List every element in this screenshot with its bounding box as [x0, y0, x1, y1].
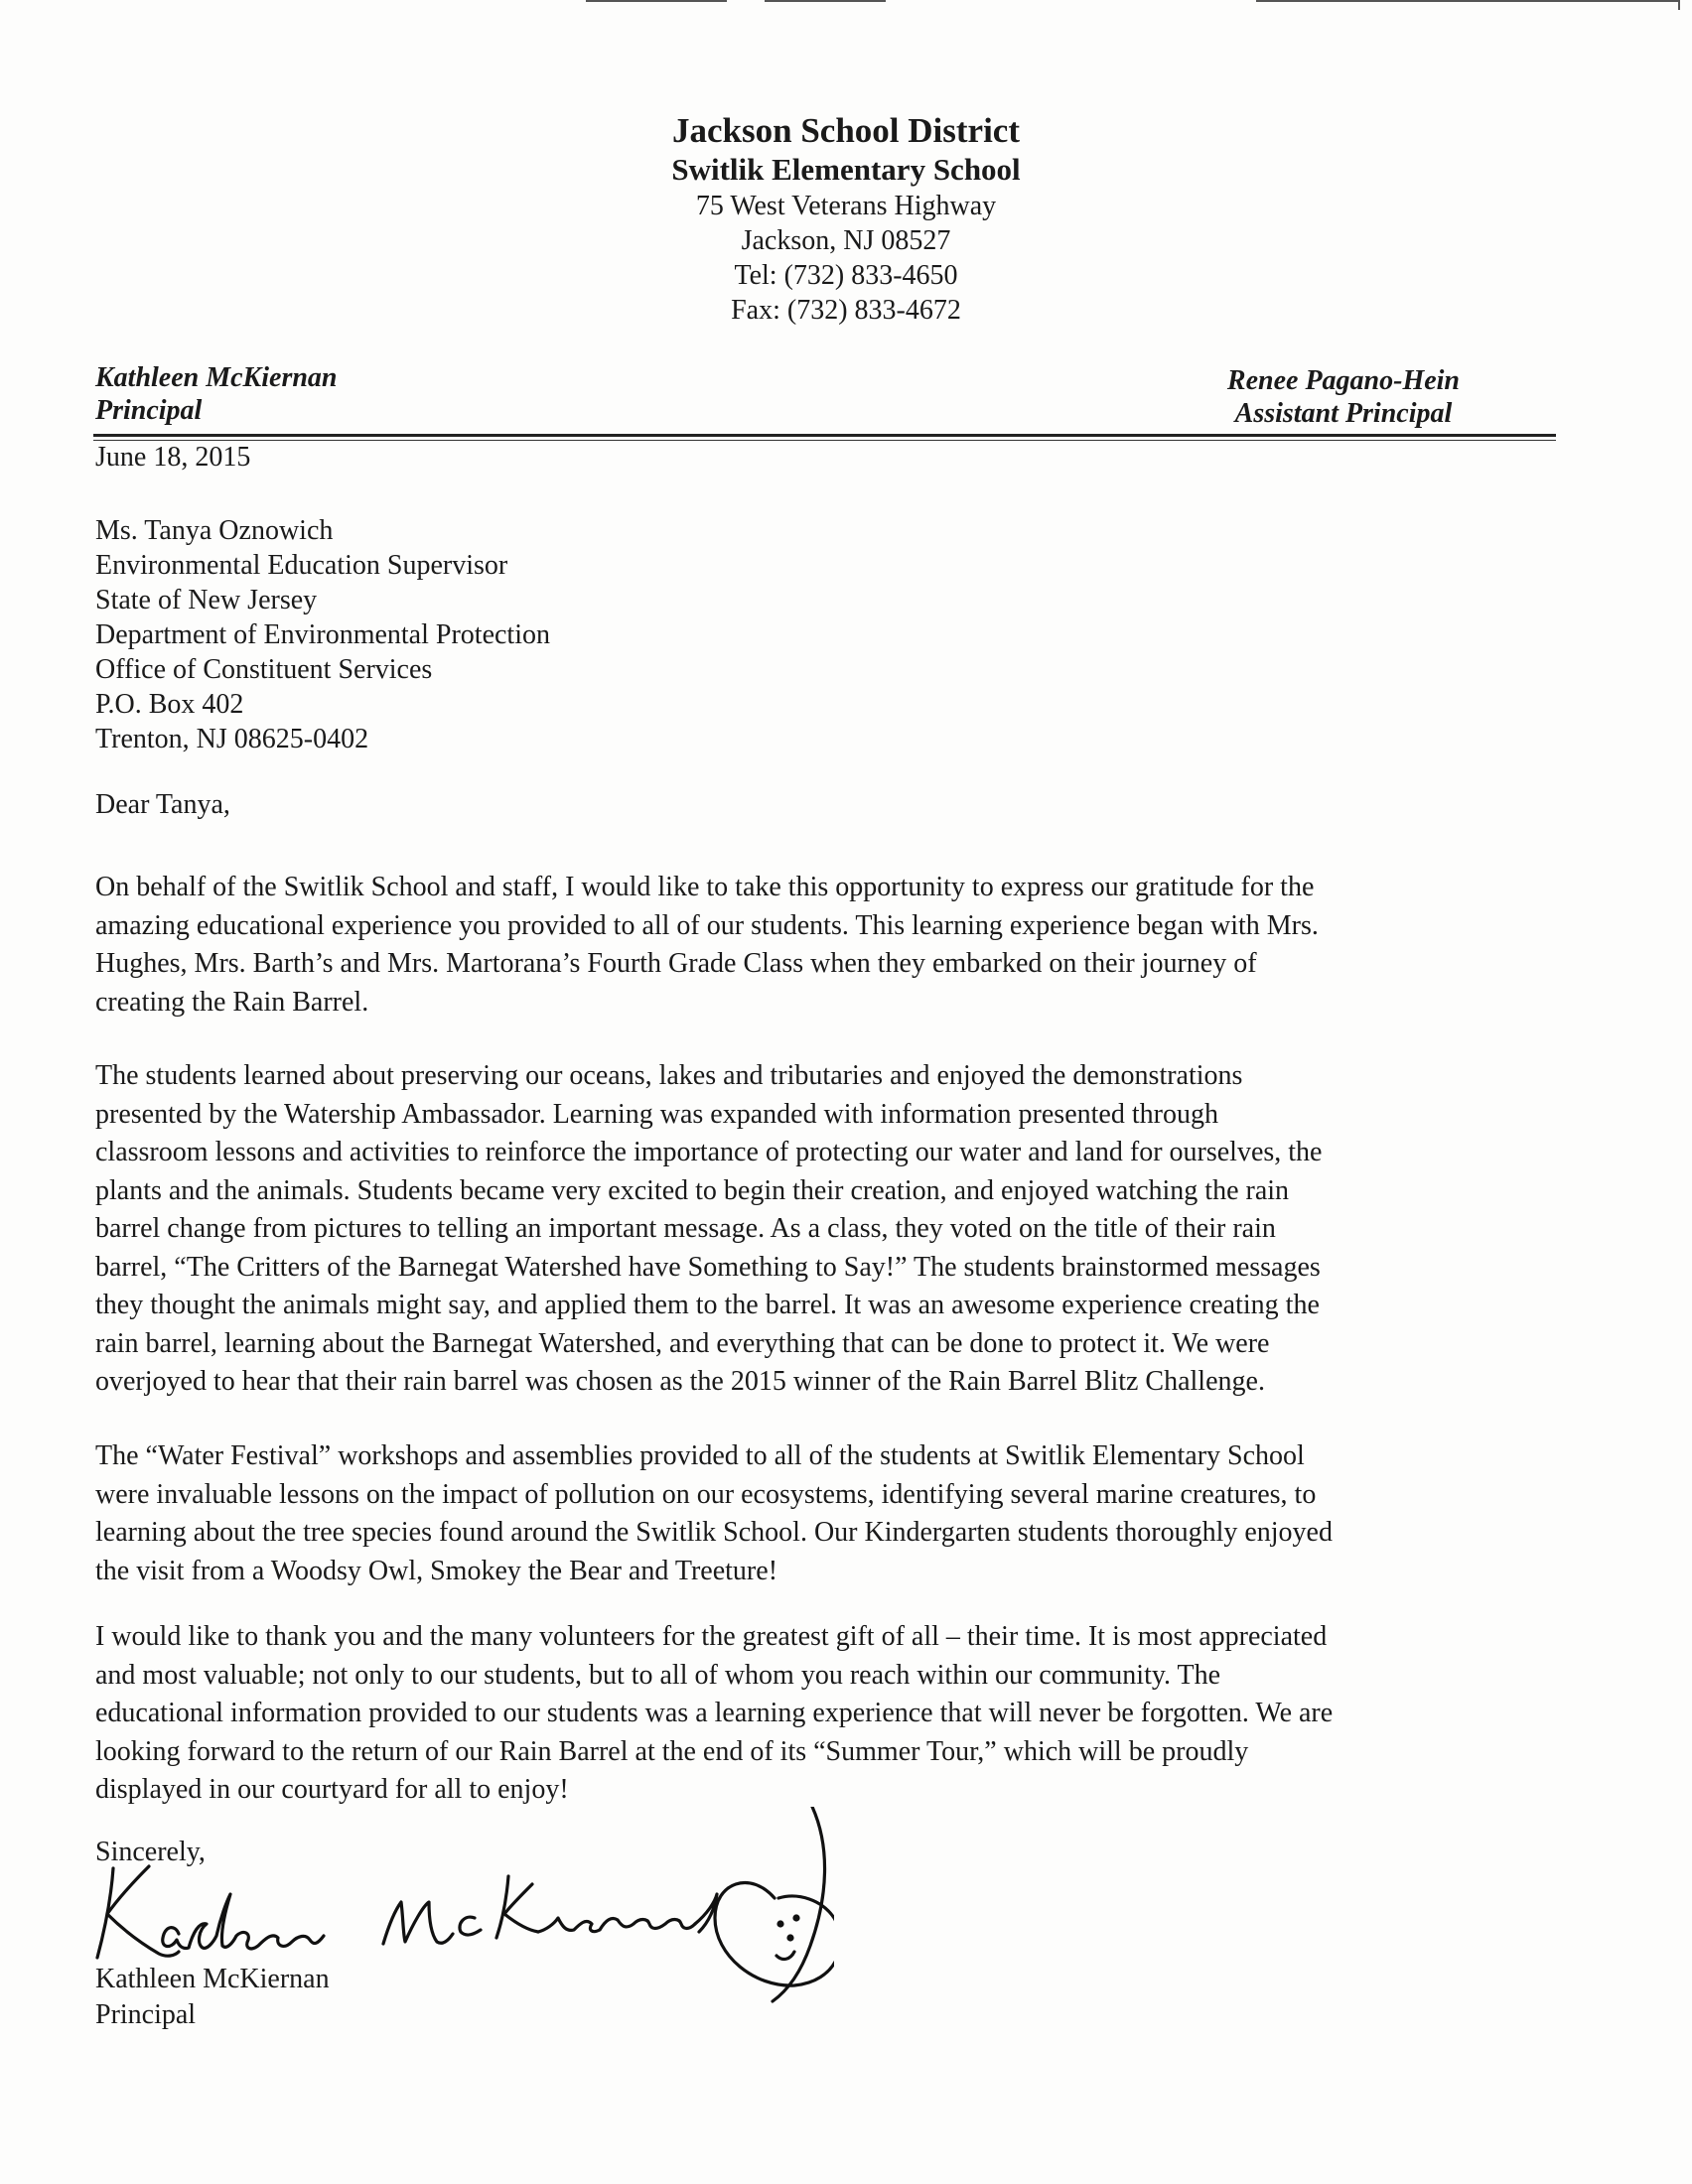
letterhead	[0, 111, 1692, 328]
paragraph-line: I would like to thank you and the many volunteers for the greatest gift of all – their time. It is most appreciated	[95, 1621, 1328, 1652]
salutation: Dear Tanya,	[95, 789, 230, 820]
body-paragraph	[95, 869, 1605, 1022]
recipient-line: State of New Jersey	[95, 585, 318, 615]
recipient-line: Environmental Education Supervisor	[95, 550, 508, 581]
recipient-line: Department of Environmental Protection	[95, 619, 550, 650]
scan-artifact-line	[586, 0, 727, 2]
principal-heading	[95, 361, 337, 427]
body-paragraph	[95, 1618, 1605, 1810]
recipient-line: Office of Constituent Services	[95, 654, 433, 685]
telephone: Tel: (732) 833-4650	[734, 260, 958, 291]
paragraph-line: plants and the animals. Students became very excited to begin their creation, and enjoyed watching the rain	[95, 1174, 1290, 1206]
paragraph-line: learning about the tree species found around the Switlik School. Our Kindergarten students thoroughly enjoyed	[95, 1517, 1333, 1548]
paragraph-line: and most valuable; not only to our students, but to all of whom you reach within our community. The	[95, 1659, 1221, 1691]
recipient-line: Trenton, NJ 08625-0402	[95, 724, 369, 754]
paragraph-line: they thought the animals might say, and applied them to the barrel. It was an awesome experience creating the	[95, 1290, 1320, 1320]
body-paragraph	[95, 1057, 1605, 1402]
fax: Fax: (732) 833-4672	[731, 295, 961, 326]
paragraph-line: amazing educational experience you provided to all of our students. This learning experience began with Mrs.	[95, 909, 1319, 941]
school-name: Switlik Elementary School	[671, 152, 1021, 187]
body-paragraph	[95, 1437, 1605, 1590]
scan-artifact-line	[1678, 0, 1680, 10]
recipient-line: Ms. Tanya Oznowich	[95, 515, 334, 546]
signer-name: Kathleen McKiernan	[95, 1964, 330, 1994]
signer-block	[95, 1962, 330, 2033]
paragraph-line: presented by the Watership Ambassador. Learning was expanded with information presented through	[95, 1098, 1218, 1130]
principal-title: Principal	[95, 395, 203, 426]
paragraph-line: barrel change from pictures to telling an important message. As a class, they voted on the title of their rain	[95, 1213, 1276, 1244]
paragraph-line: looking forward to the return of our Rain Barrel at the end of its “Summer Tour,” which will be proudly	[95, 1735, 1249, 1767]
scan-artifact-line	[1256, 0, 1679, 2]
assistant-principal-heading	[1227, 364, 1460, 430]
district-name: Jackson School District	[672, 111, 1020, 150]
paragraph-line: classroom lessons and activities to reinforce the importance of protecting our water and land for ourselves, the	[95, 1137, 1323, 1167]
paragraph-line: were invaluable lessons on the impact of pollution on our ecosystems, identifying several marine creatures, to	[95, 1478, 1317, 1510]
paragraph-line: displayed in our courtyard for all to enjoy!	[95, 1774, 569, 1805]
letterhead-divider-thin	[93, 440, 1556, 441]
letter-date: June 18, 2015	[95, 442, 251, 473]
letterhead-divider	[93, 434, 1556, 437]
paragraph-line: Hughes, Mrs. Barth’s and Mrs. Martorana’s Fourth Grade Class when they embarked on their journey of	[95, 948, 1257, 979]
recipient-address	[95, 513, 550, 756]
paragraph-line: creating the Rain Barrel.	[95, 986, 369, 1018]
paragraph-line: the visit from a Woodsy Owl, Smokey the Bear and Treeture!	[95, 1555, 778, 1586]
scan-artifact-line	[765, 0, 886, 2]
paragraph-line: The “Water Festival” workshops and assemblies provided to all of the students at Switlik Elementary School	[95, 1440, 1305, 1471]
recipient-line: P.O. Box 402	[95, 689, 244, 720]
signer-title: Principal	[95, 1999, 197, 2030]
assistant-principal-title: Assistant Principal	[1234, 398, 1453, 429]
assistant-principal-name: Renee Pagano-Hein	[1226, 365, 1460, 396]
paragraph-line: educational information provided to our students was a learning experience that will never be forgotten. We are	[95, 1698, 1334, 1728]
street-address: 75 West Veterans Highway	[695, 191, 997, 221]
paragraph-line: barrel, “The Critters of the Barnegat Watershed have Something to Say!” The students brainstormed messages	[95, 1251, 1321, 1283]
principal-name: Kathleen McKiernan	[95, 362, 338, 393]
city-address: Jackson, NJ 08527	[741, 225, 951, 256]
paragraph-line: The students learned about preserving our oceans, lakes and tributaries and enjoyed the demonstrations	[95, 1060, 1243, 1091]
paragraph-line: rain barrel, learning about the Barnegat Watershed, and everything that can be done to protect it. We were	[95, 1327, 1270, 1359]
paragraph-line: On behalf of the Switlik School and staff, I would like to take this opportunity to express our gratitude for the	[95, 872, 1315, 902]
paragraph-line: overjoyed to hear that their rain barrel was chosen as the 2015 winner of the Rain Barrel Blitz Challenge.	[95, 1366, 1265, 1397]
closing: Sincerely,	[95, 1837, 206, 1867]
